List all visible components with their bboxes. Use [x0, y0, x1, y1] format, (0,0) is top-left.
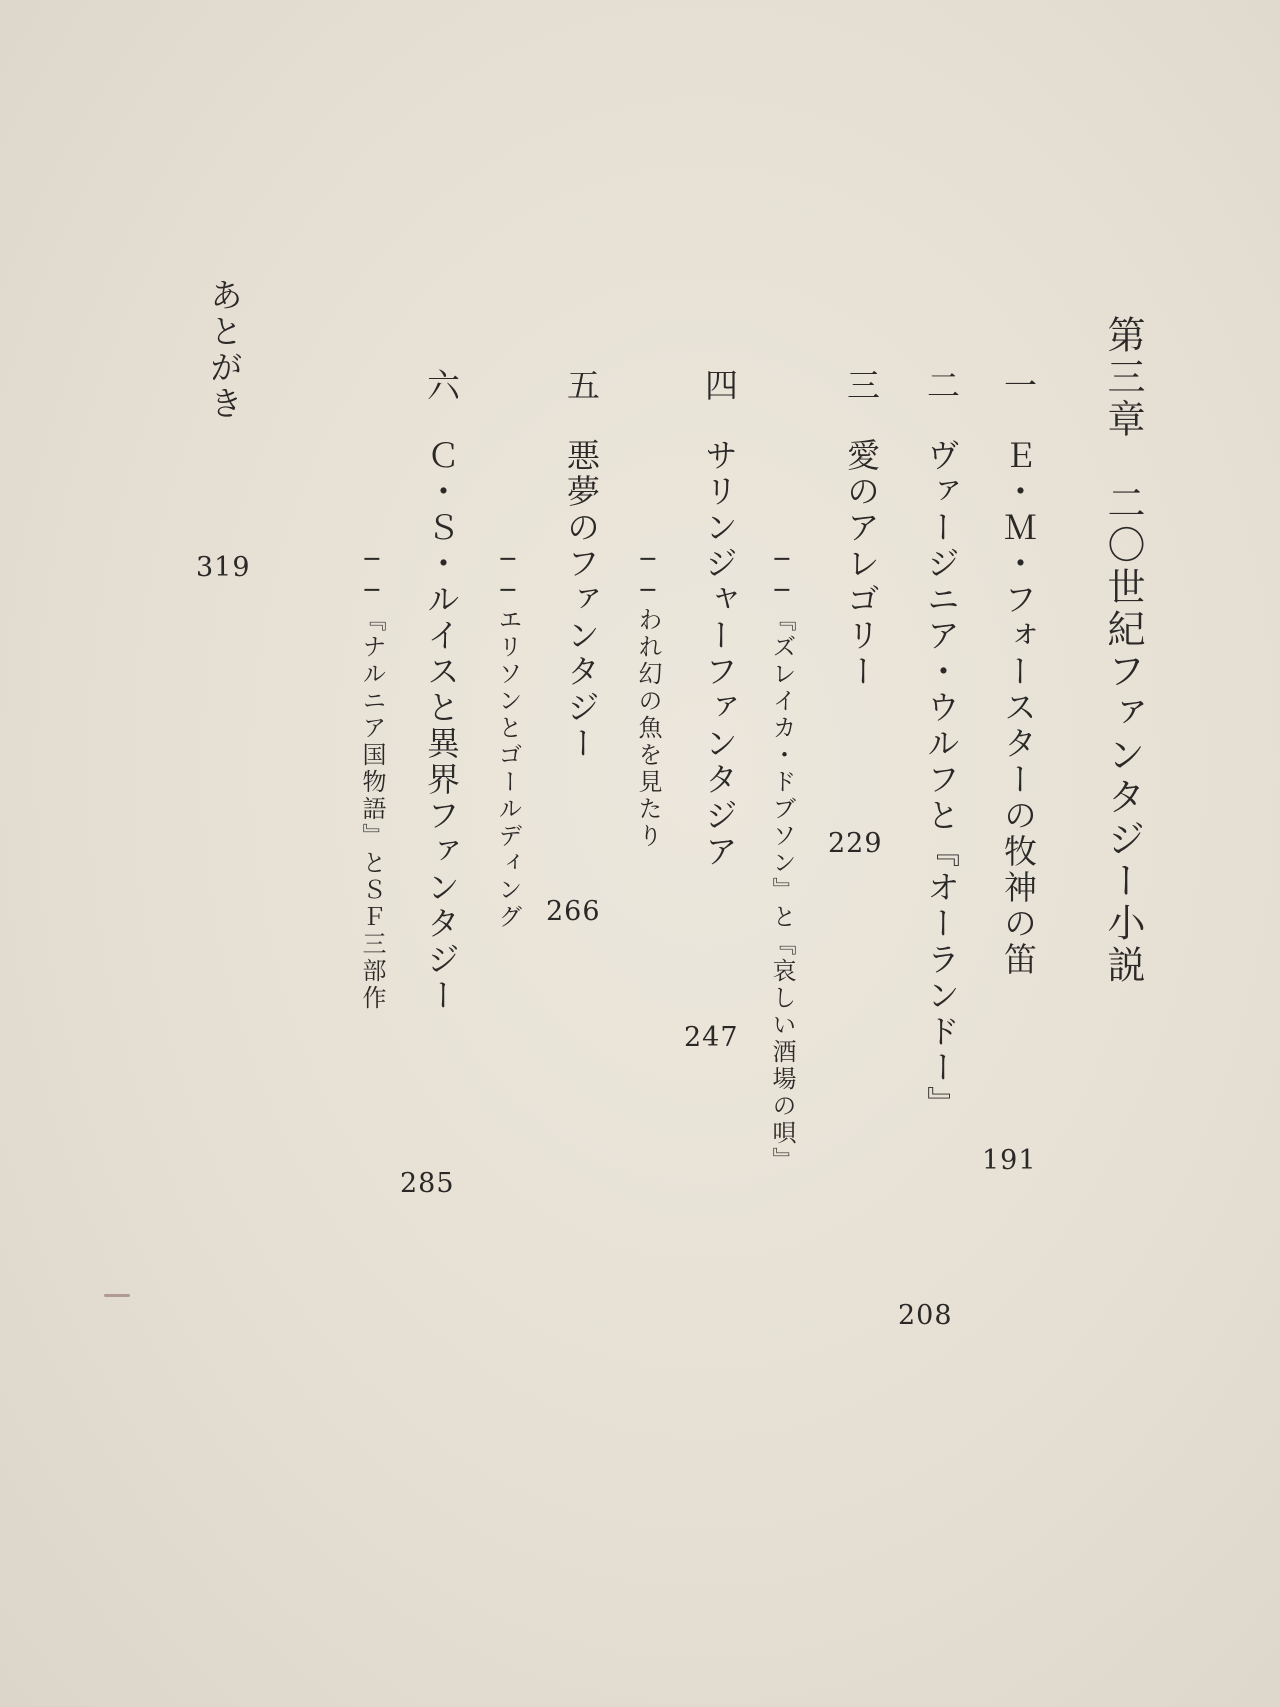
- entry-title: ヴァージニア・ウルフと『オーランドー』: [922, 438, 961, 1122]
- page-number: 247: [684, 1022, 739, 1053]
- afterword-page-number: 319: [196, 552, 251, 583]
- entry-title: 愛のアレゴリー: [842, 438, 881, 690]
- entry-subtitle: ──エリソンとゴールディング: [494, 545, 522, 931]
- paper-smudge: [104, 1294, 130, 1297]
- page-number: 266: [546, 896, 601, 927]
- entry-number: 四: [700, 368, 739, 401]
- page-number: 191: [982, 1145, 1037, 1176]
- chapter-heading: 第三章 二〇世紀ファンタジー小説: [1101, 315, 1145, 987]
- entry-title: サリンジャーファンタジア: [700, 438, 739, 870]
- entry-number: 五: [562, 368, 601, 401]
- entry-number: 一: [999, 368, 1038, 401]
- entry-number: 六: [422, 368, 461, 401]
- entry-title: Ｃ・Ｓ・ルイスと異界ファンタジー: [422, 438, 461, 1014]
- entry-subtitle: ──『ナルニア国物語』とＳＦ三部作: [358, 545, 386, 1012]
- entry-number: 三: [842, 368, 881, 401]
- entry-title: 悪夢のファンタジー: [562, 438, 601, 762]
- entry-subtitle: ──『ズレイカ・ドブソン』と『哀しい酒場の唄』: [768, 545, 796, 1174]
- entry-number: 二: [922, 368, 961, 401]
- page-number: 229: [828, 828, 883, 859]
- page-number: 208: [898, 1300, 953, 1331]
- afterword-title: あとがき: [205, 278, 244, 422]
- page-number: 285: [400, 1168, 455, 1199]
- entry-subtitle: ──われ幻の魚を見たり: [634, 545, 662, 850]
- entry-title: Ｅ・Ｍ・フォースターの牧神の笛: [999, 438, 1038, 978]
